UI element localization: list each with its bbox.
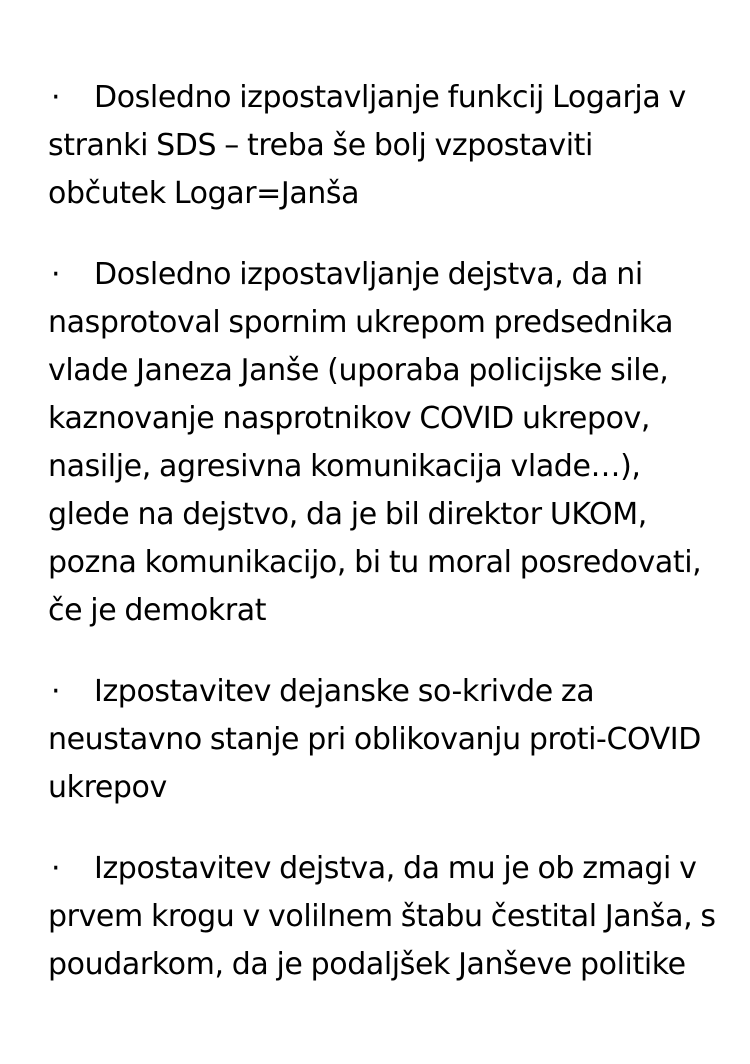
document-body — [48, 74, 718, 989]
bullet-item-text: Izpostavitev dejanske so-krivde za neustavno stanje pri oblikovanju proti-COVID ukrepov — [48, 674, 701, 805]
bullet-dot: · — [51, 257, 61, 292]
bullet-dot: · — [51, 674, 61, 709]
bullet-dot: · — [51, 851, 61, 886]
bullet-item-text: Izpostavitev dejstva, da mu je ob zmagi v prvem krogu v volilnem štabu čestital Janša, s poudarkom, da je podaljšek Janševe politike — [48, 851, 716, 982]
bullet-dot: · — [51, 80, 61, 115]
bullet-item-covid-guilt — [48, 668, 718, 812]
bullet-item-logar-sds — [48, 74, 718, 218]
bullet-item-congratulation — [48, 845, 718, 989]
bullet-item-text: Dosledno izpostavljanje dejstva, da ni nasprotoval spornim ukrepom predsednika vlade Janeza Janše (uporaba policijske sile, kaznovanje nasprotnikov COVID ukrepov, nasilje, agresivna komunikacija vlade…), glede na dejstvo, da je bil direktor UKOM, pozna komunikacijo, bi tu moral posredovati, če je demokrat — [48, 257, 702, 628]
bullet-item-text: Dosledno izpostavljanje funkcij Logarja v stranki SDS – treba še bolj vzpostaviti občutek Logar=Janša — [48, 80, 686, 211]
bullet-item-jansa-measures — [48, 251, 718, 635]
